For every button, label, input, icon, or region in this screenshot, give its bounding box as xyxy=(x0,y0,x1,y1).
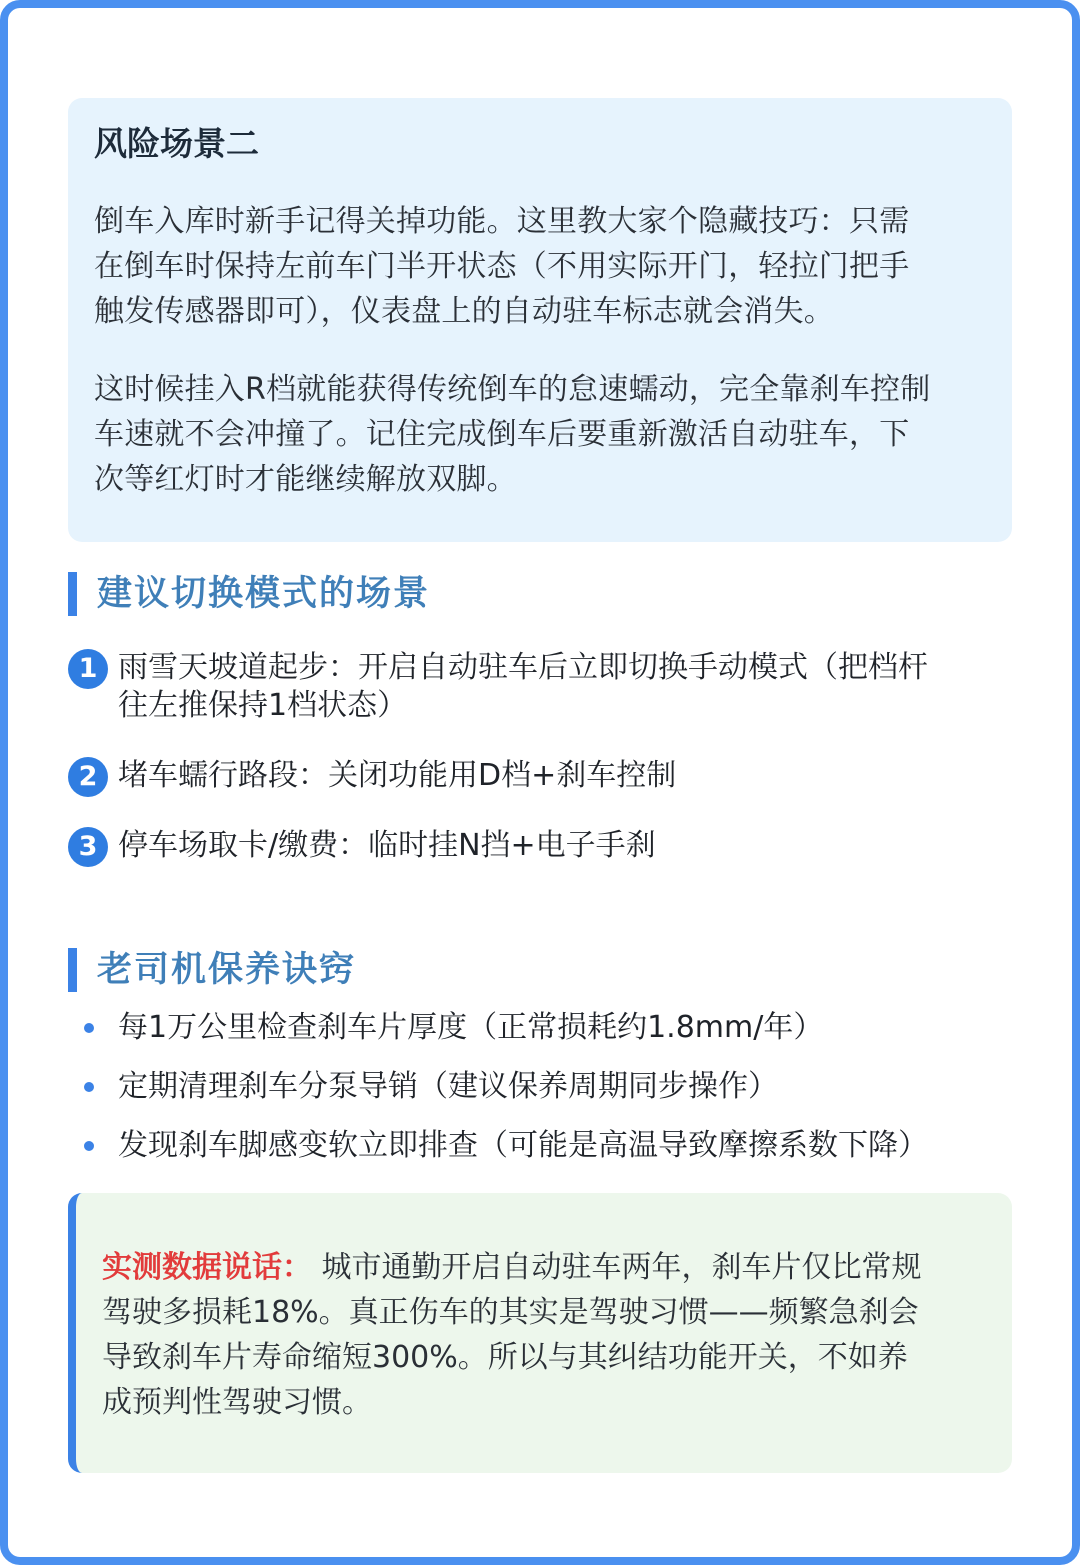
risk-scenario-card xyxy=(68,98,1012,542)
measured-data-paragraph xyxy=(102,1245,990,1425)
number-badge-icon: 2 xyxy=(68,757,108,797)
risk-paragraph-1 xyxy=(94,199,986,334)
bullet-dot-icon xyxy=(84,1082,94,1092)
section-heading-maintenance-tips: 老司机保养诀窍 xyxy=(68,948,356,992)
measured-data-card xyxy=(68,1193,1012,1473)
bullet-dot-icon xyxy=(84,1023,94,1033)
paragraph-line: 次等红灯时才能继续解放双脚。 xyxy=(94,462,517,497)
bullet-text: 发现刹车脚感变软立即排查（可能是高温导致摩擦系数下降） xyxy=(118,1128,928,1163)
list-item-text xyxy=(118,757,998,795)
paragraph-line: 倒车入库时新手记得关掉功能。这里教大家个隐藏技巧：只需 xyxy=(94,204,910,239)
measured-data-label: 实测数据说话： xyxy=(102,1250,312,1285)
paragraph-line: 成预判性驾驶习惯。 xyxy=(102,1385,372,1420)
list-item-text xyxy=(118,649,998,725)
bullet-text: 定期清理刹车分泵导销（建议保养周期同步操作） xyxy=(118,1069,778,1104)
paragraph-line: 车速就不会冲撞了。记住完成倒车后要重新激活自动驻车，下 xyxy=(94,417,910,452)
bullet-item xyxy=(68,1008,1008,1048)
list-item-text xyxy=(118,827,998,865)
list-item-line: 雨雪天坡道起步：开启自动驻车后立即切换手动模式（把档杆 xyxy=(118,650,928,685)
risk-scenario-title: 风险场景二 xyxy=(94,124,259,163)
risk-paragraph-2 xyxy=(94,367,986,502)
list-item-line: 停车场取卡/缴费：临时挂N挡+电子手刹 xyxy=(118,828,656,863)
bullet-dot-icon xyxy=(84,1141,94,1151)
number-badge-icon: 3 xyxy=(68,827,108,867)
paragraph-line: 在倒车时保持左前车门半开状态（不用实际开门，轻拉门把手 xyxy=(94,249,910,284)
paragraph-line xyxy=(102,1245,990,1290)
bullet-item xyxy=(68,1126,1008,1166)
paragraph-line-text: 城市通勤开启自动驻车两年，刹车片仅比常规 xyxy=(321,1250,922,1285)
section-heading-switch-mode: 建议切换模式的场景 xyxy=(68,572,430,616)
paragraph-line: 这时候挂入R档就能获得传统倒车的怠速蠕动，完全靠刹车控制 xyxy=(94,372,931,407)
bullet-item xyxy=(68,1067,1008,1107)
number-badge-icon: 1 xyxy=(68,649,108,689)
paragraph-line: 触发传感器即可），仪表盘上的自动驻车标志就会消失。 xyxy=(94,294,834,329)
list-item-line: 堵车蠕行路段：关闭功能用D档+刹车控制 xyxy=(118,758,677,793)
paragraph-line: 导致刹车片寿命缩短300%。所以与其纠结功能开关，不如养 xyxy=(102,1340,908,1375)
list-item-line: 往左推保持1档状态） xyxy=(118,688,408,723)
paragraph-line: 驾驶多损耗18%。真正伤车的其实是驾驶习惯——频繁急刹会 xyxy=(102,1295,919,1330)
bullet-text: 每1万公里检查刹车片厚度（正常损耗约1.8mm/年） xyxy=(118,1010,824,1045)
